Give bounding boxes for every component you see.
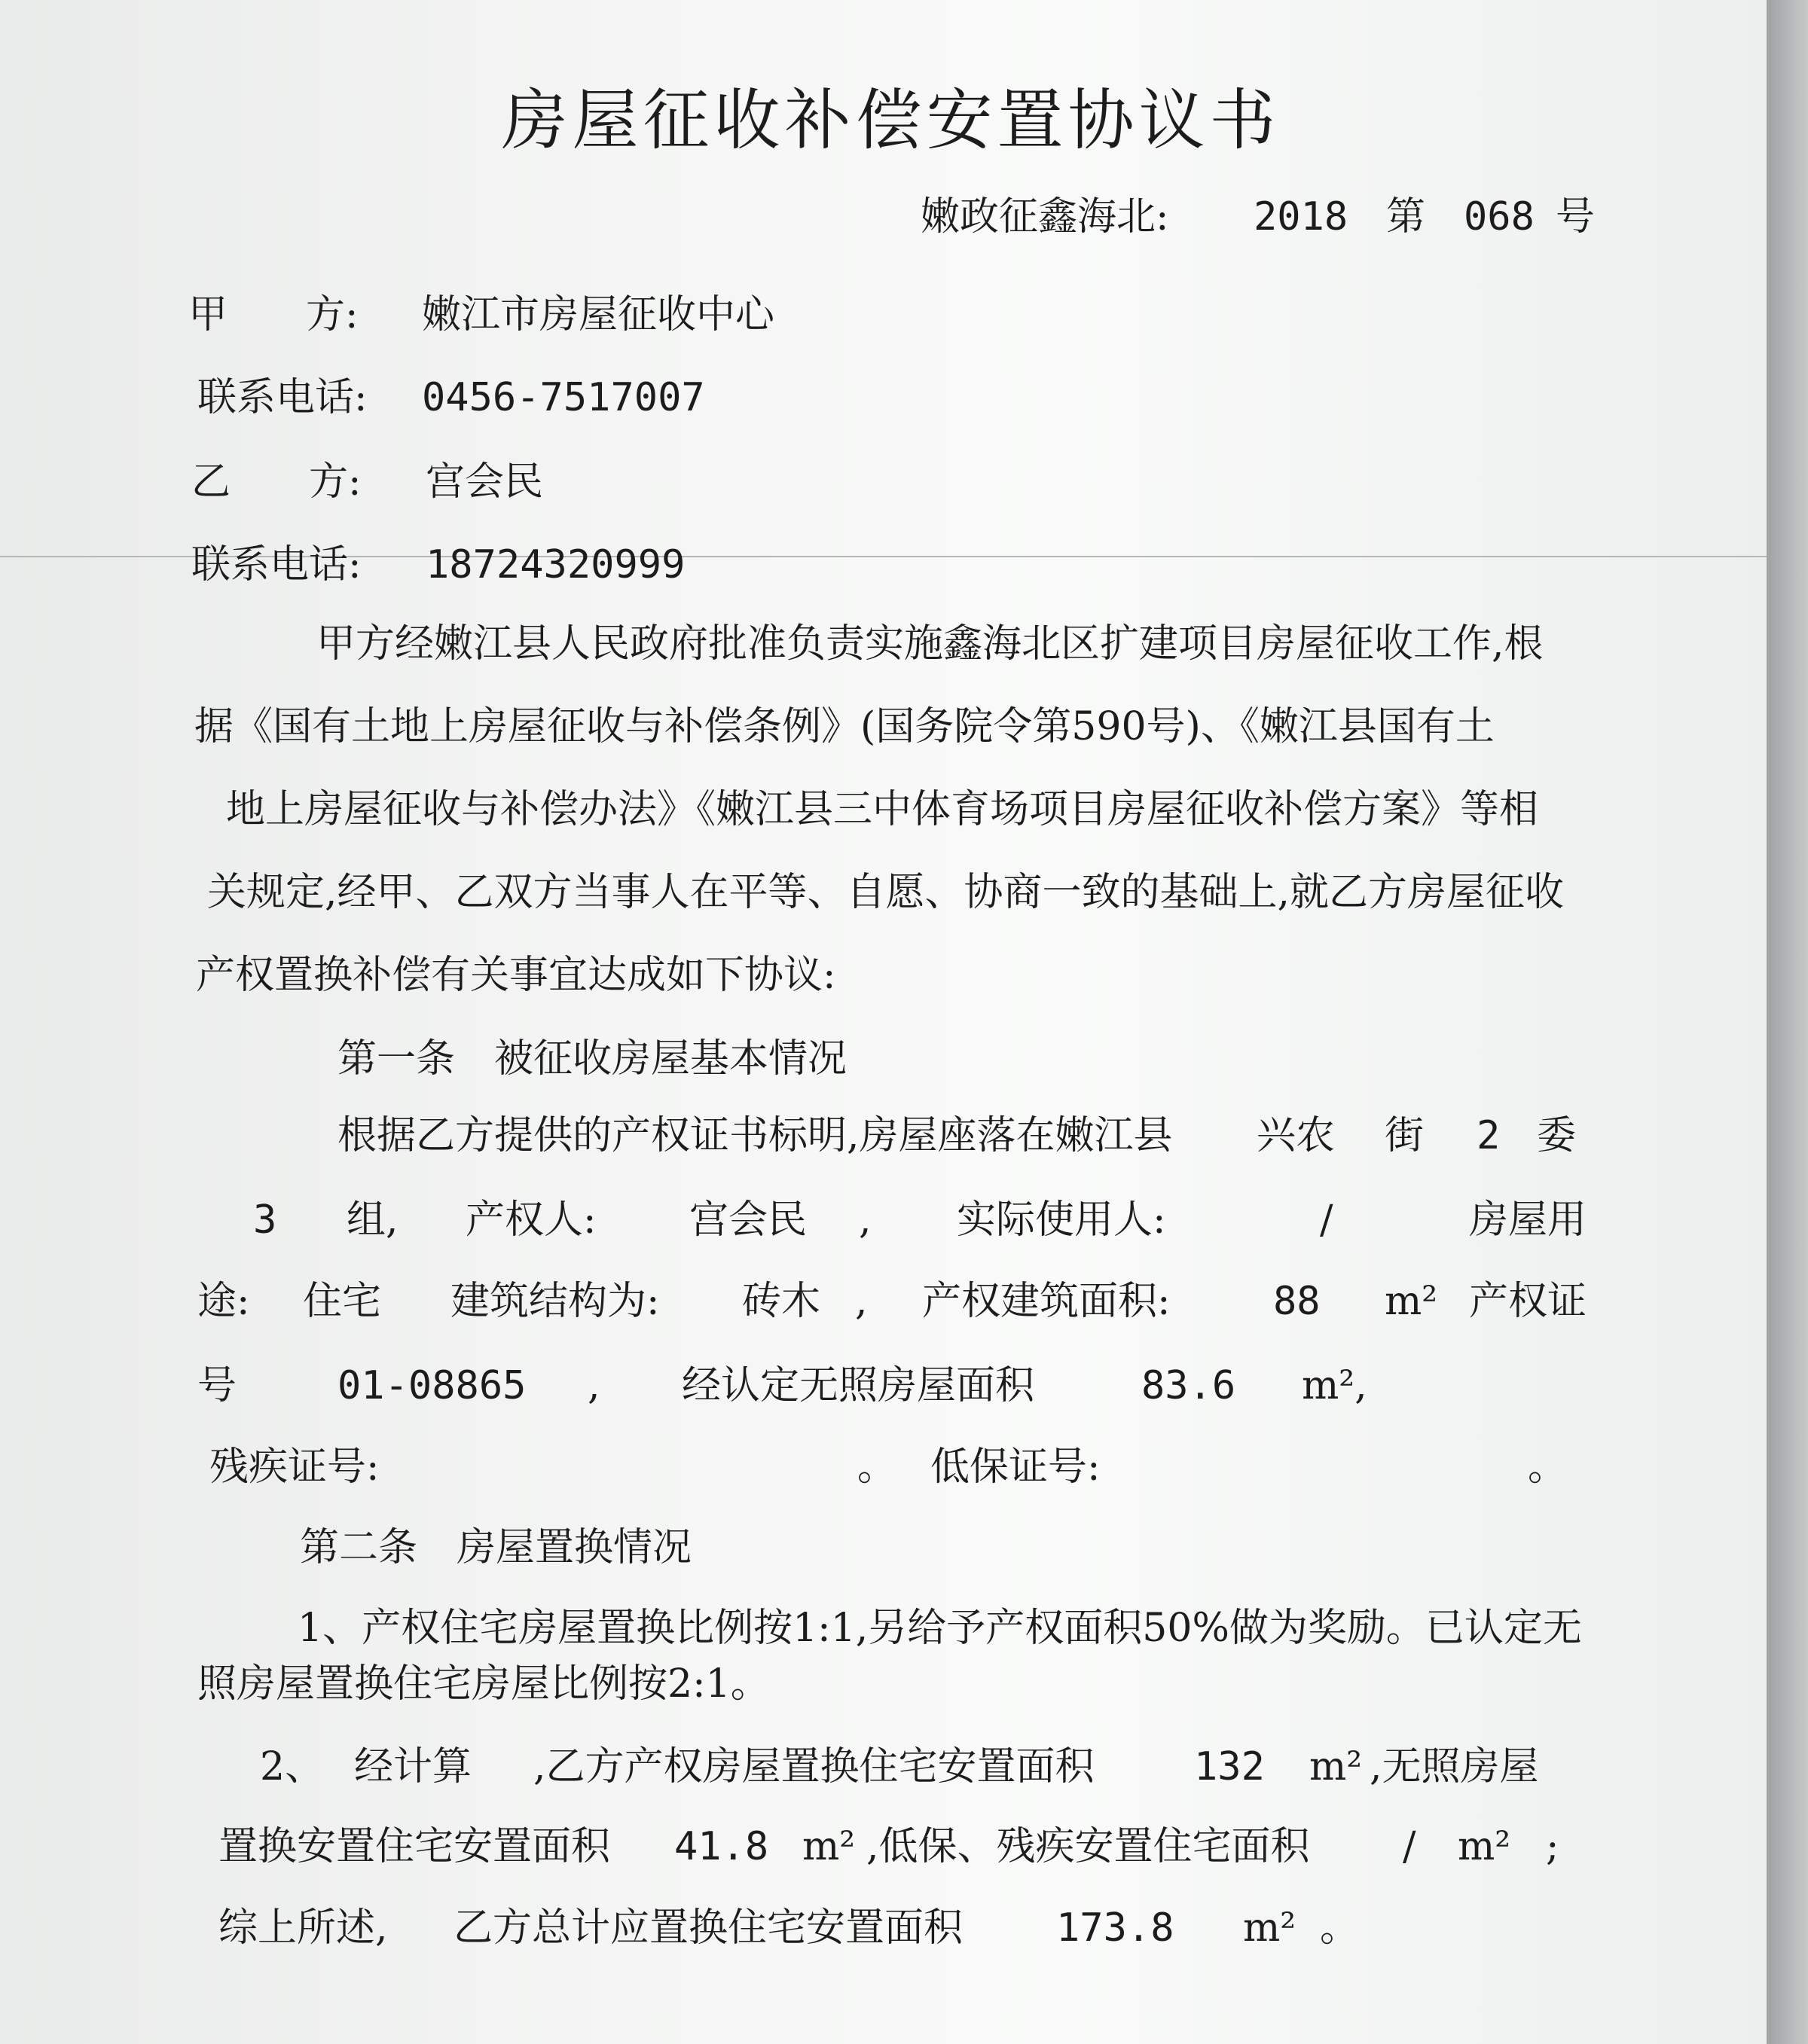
article-1-cert-row: 号 01-08865 , 经认定无照房屋面积 83.6 m², [0, 1356, 1767, 1416]
phone-b-label: 联系电话: [191, 542, 362, 587]
article-2-item-1-line-1: 1、产权住宅房屋置换比例按1:1,另给予产权面积50%做为奖励。已认定无 [298, 1606, 1582, 1651]
document-title: 房屋征收补偿安置协议书 [501, 81, 1281, 159]
doc-number-hao: 号 [1556, 194, 1596, 239]
article-1-heading: 第一条 被征收房屋基本情况 [337, 1036, 848, 1081]
disability-cert-label: 残疾证号: [209, 1445, 380, 1490]
article-1-usage-row: 途: 住宅 建筑结构为: 砖木 , 产权建筑面积: 88 m² 产权证 [0, 1271, 1767, 1332]
party-b-row [0, 452, 1767, 512]
doc-number-prefix: 嫩政征鑫海北: [921, 194, 1169, 239]
group-number: 3 [253, 1197, 277, 1243]
low-income-disability-area: / [1403, 1824, 1416, 1869]
intro-line: 产权置换补偿有关事宜达成如下协议: [196, 953, 836, 998]
unlicensed-area-value: 83.6 [1141, 1363, 1236, 1408]
party-a-value: 嫩江市房屋征收中心 [422, 292, 775, 337]
article-1-owner-row: 3 组, 产权人: 宫会民 , 实际使用人: / 房屋用 [0, 1190, 1767, 1250]
structure-value: 砖木 [742, 1279, 821, 1324]
intro-line: 甲方经嫩江县人民政府批准负责实施鑫海北区扩建项目房屋征收工作,根 [316, 621, 1544, 667]
low-income-cert-label: 低保证号: [930, 1445, 1101, 1490]
intro-line: 地上房屋征收与补偿办法》《嫩江县三中体育场项目房屋征收补偿方案》等相 [226, 787, 1539, 832]
cert-number: 01-08865 [337, 1363, 527, 1408]
area-label: 产权建筑面积: [922, 1279, 1171, 1324]
article-2-heading: 第二条 房屋置换情况 [300, 1525, 692, 1570]
article-1-certificates-row: 残疾证号: 。 低保证号: 。 [0, 1437, 1767, 1497]
unlicensed-area-label: 经认定无照房屋面积 [682, 1363, 1035, 1408]
total-resettlement-area: 173.8 [1056, 1905, 1174, 1951]
page-edge [1767, 0, 1808, 2044]
document-number [0, 187, 1767, 247]
intro-line: 据《国有土地上房屋征收与补偿条例》(国务院令第590号)、《嫩江县国有土 [194, 704, 1495, 749]
phone-b-value: 18724320999 [426, 542, 686, 587]
article-1-location-row: 根据乙方提供的产权证书标明,房屋座落在嫩江县 兴农 街 2 委 [0, 1106, 1767, 1166]
doc-number-value: 068 [1464, 194, 1535, 239]
phone-a-value: 0456-7517007 [422, 375, 705, 420]
unlicensed-resettlement-area: 41.8 [674, 1824, 769, 1869]
doc-number-year: 2018 [1254, 194, 1348, 239]
owner-label: 产权人: [466, 1197, 597, 1243]
article-2-summary-row: 综上所述, 乙方总计应置换住宅安置面积 173.8 m² 。 [0, 1898, 1767, 1958]
party-b-value: 宫会民 [426, 459, 544, 505]
party-a-row [0, 285, 1767, 345]
article-2-item-2-row-2: 置换安置住宅安置面积 41.8 m² ,低保、残疾安置住宅面积 / m² ; [0, 1817, 1767, 1877]
structure-label: 建筑结构为: [450, 1279, 660, 1324]
street-value: 兴农 [1257, 1113, 1336, 1158]
user-label: 实际使用人: [957, 1197, 1166, 1243]
article-2-item-1-line-2: 照房屋置换住宅房屋比例按2:1。 [197, 1661, 770, 1707]
committee-number: 2 [1477, 1113, 1501, 1158]
phone-a-label: 联系电话: [197, 375, 368, 420]
user-value: / [1320, 1197, 1333, 1243]
owner-value: 宫会民 [689, 1197, 808, 1243]
party-b-label: 乙 方: [191, 459, 362, 505]
area-value: 88 [1273, 1279, 1321, 1324]
usage-value: 住宅 [303, 1279, 382, 1324]
doc-number-di: 第 [1386, 194, 1426, 239]
intro-line: 关规定,经甲、乙双方当事人在平等、自愿、协商一致的基础上,就乙方房屋征收 [207, 870, 1565, 915]
property-rights-area: 132 [1194, 1744, 1265, 1789]
phone-b-row [0, 535, 1767, 595]
article-2-item-2-row: 2、 经计算 ,乙方产权房屋置换住宅安置面积 132 m² ,无照房屋 [0, 1737, 1767, 1797]
location-text: 根据乙方提供的产权证书标明,房屋座落在嫩江县 [337, 1113, 1173, 1158]
phone-a-row [0, 368, 1767, 428]
party-a-label: 甲 方: [188, 292, 359, 337]
